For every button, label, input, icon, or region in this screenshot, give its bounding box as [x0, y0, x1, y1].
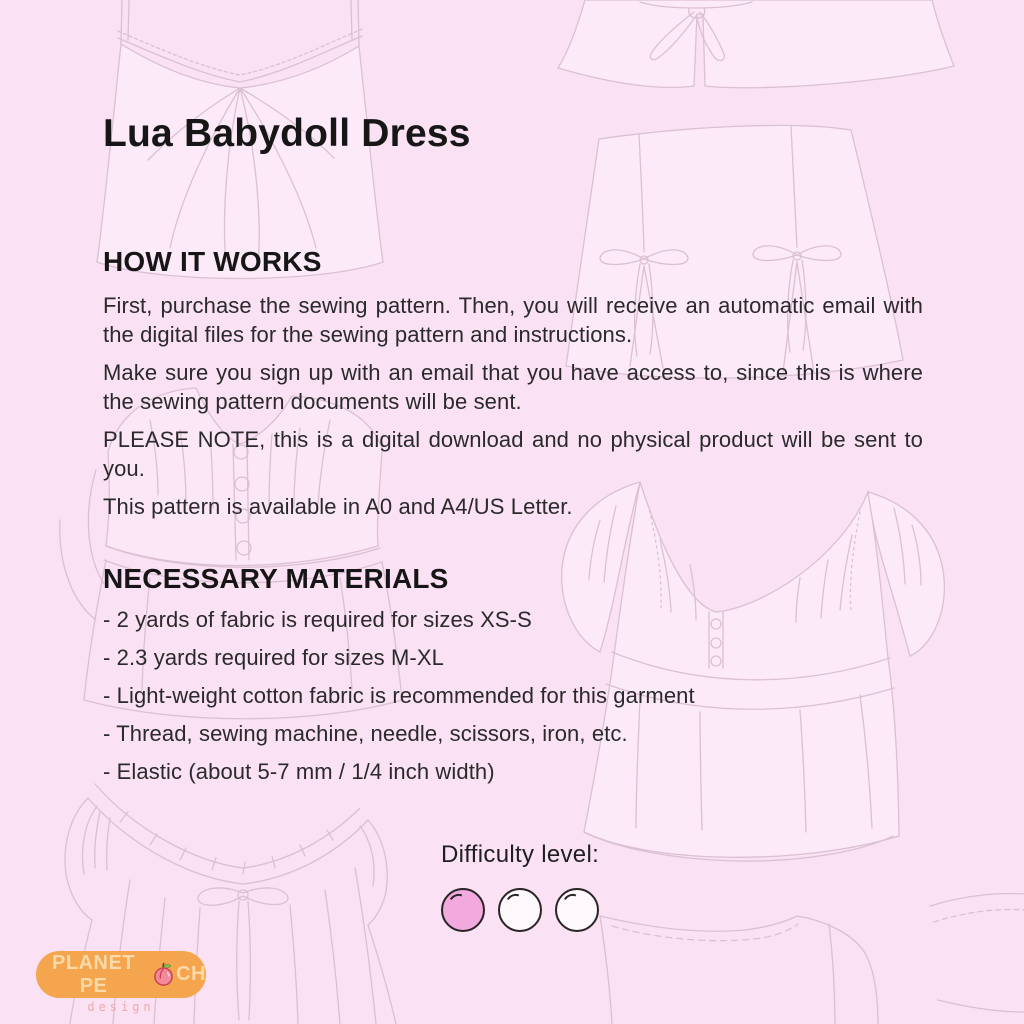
shorts-sketch: [558, 0, 954, 88]
material-item: - 2.3 yards required for sizes M-XL: [103, 645, 444, 670]
logo-text-part1: PLANET PE: [52, 951, 136, 997]
page-title: Lua Babydoll Dress: [103, 112, 471, 155]
difficulty-dot-filled: [441, 888, 485, 932]
how-it-works-paragraph: Make sure you sign up with an email that you have access to, since this is where the sewing pattern documents will be sent.: [103, 360, 923, 414]
planet-peach-logo: [36, 951, 206, 1014]
logo-subtext: design: [87, 1000, 155, 1014]
how-it-works-heading: HOW IT WORKS: [103, 246, 322, 277]
top-back-view-sketch: [600, 894, 1024, 1024]
difficulty-dot-empty: [555, 888, 599, 932]
logo-badge: [36, 951, 206, 998]
logo-text-part2: CH: [176, 963, 206, 985]
materials-heading: NECESSARY MATERIALS: [103, 563, 449, 594]
materials-section: [103, 563, 933, 798]
dot-shine-mark: [504, 891, 526, 912]
material-item: - Light-weight cotton fabric is recommended for this garment: [103, 683, 695, 708]
difficulty-section: [441, 841, 599, 932]
how-it-works-paragraph: PLEASE NOTE, this is a digital download and no physical product will be sent to you.: [103, 427, 923, 481]
difficulty-label: Difficulty level:: [441, 841, 600, 868]
material-item: - 2 yards of fabric is required for sizes XS-S: [103, 607, 532, 632]
difficulty-dot-empty: [498, 888, 542, 932]
how-it-works-section: [103, 246, 923, 530]
material-item: - Elastic (about 5-7 mm / 1/4 inch width): [103, 759, 495, 784]
difficulty-dots: [441, 888, 599, 932]
how-it-works-paragraph: First, purchase the sewing pattern. Then, you will receive an automatic email with the digital files for the sewing pattern and instructions.: [103, 293, 923, 347]
material-item: - Thread, sewing machine, needle, scissors, iron, etc.: [103, 721, 628, 746]
how-it-works-paragraph: This pattern is available in A0 and A4/US Letter.: [103, 494, 573, 519]
dot-shine-mark: [447, 891, 469, 912]
dot-shine-mark: [561, 891, 583, 912]
peach-icon: [152, 962, 175, 987]
